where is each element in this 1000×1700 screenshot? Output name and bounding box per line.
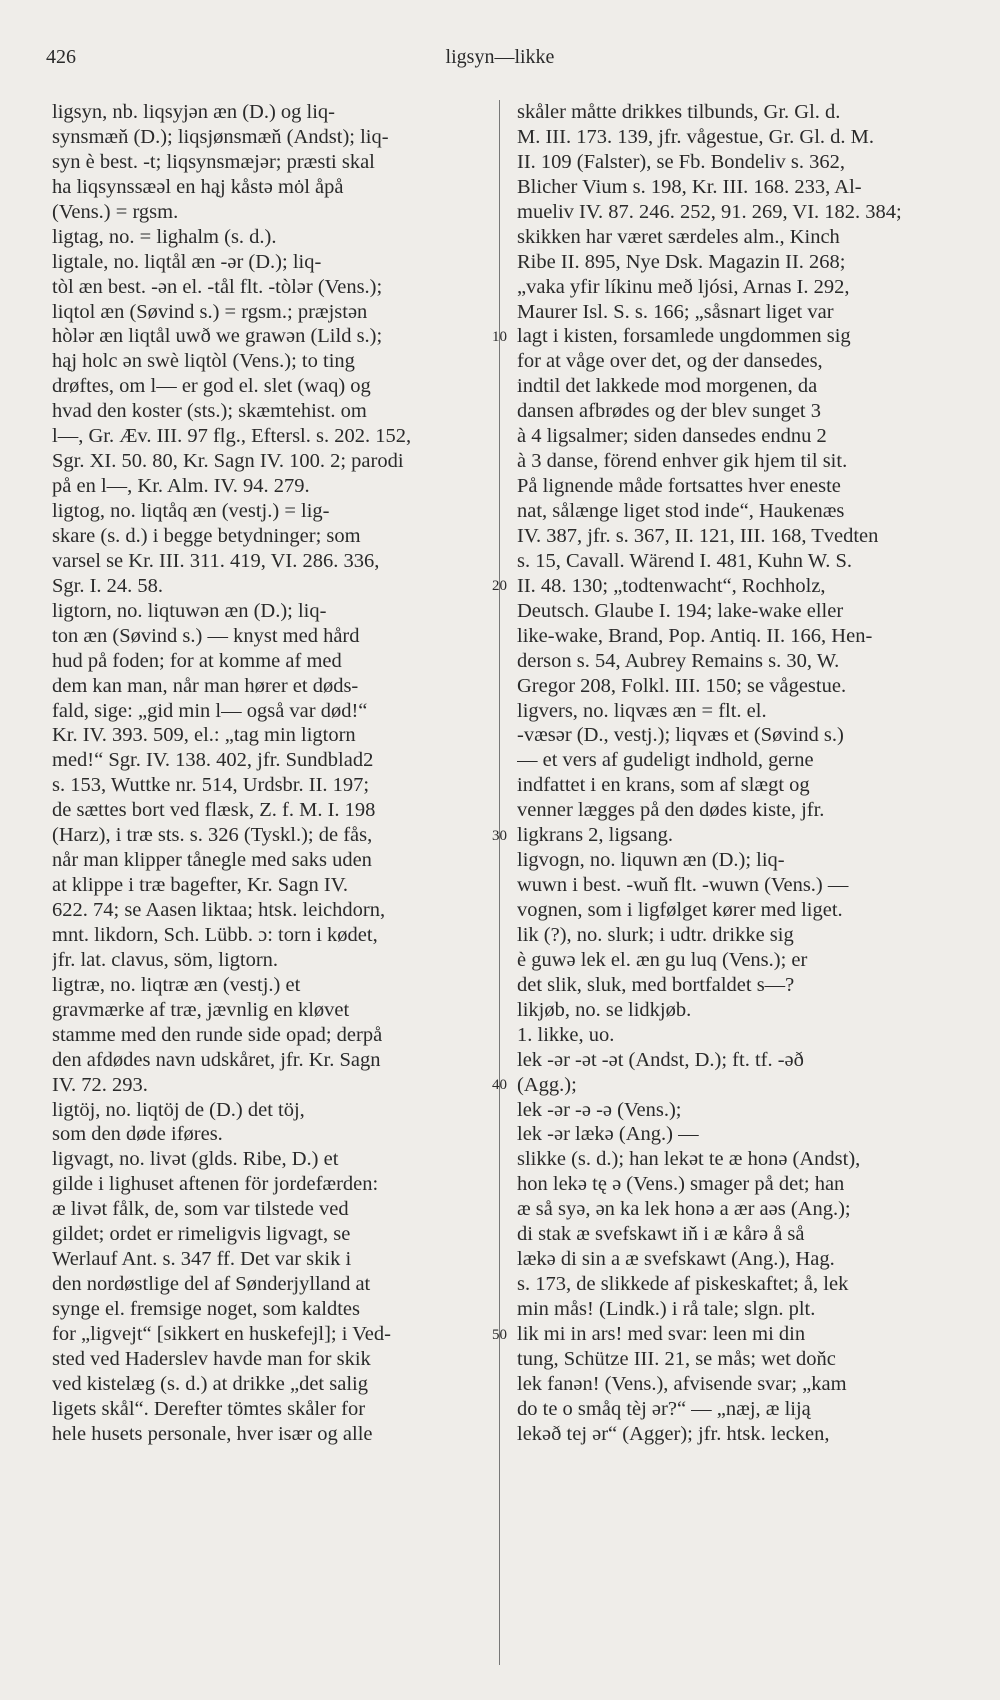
left-text-line: Sgr. XI. 50. 80, Kr. Sagn IV. 100. 2; parodi bbox=[52, 450, 404, 473]
left-text-line: på en l—, Kr. Alm. IV. 94. 279. bbox=[52, 475, 310, 498]
left-text-line: fald, sige: „gid min l— også var død!“ bbox=[52, 699, 368, 722]
left-text-line: ligets skål“. Derefter tömtes skåler for bbox=[52, 1397, 366, 1420]
left-text-line: (Vens.) = rgsm. bbox=[52, 200, 179, 223]
left-text-line: som den døde iføres. bbox=[52, 1123, 223, 1146]
left-text-line: ligsyn, nb. liqsyjən æn (D.) og liq- bbox=[52, 101, 336, 123]
right-text-line: venner lægges på den dødes kiste, jfr. bbox=[517, 799, 825, 822]
left-text-line: hud på foden; for at komme af med bbox=[52, 649, 342, 672]
right-text-line: lek -ər -ət -ət (Andst, D.); ft. tf. -əð bbox=[517, 1048, 804, 1071]
left-text-line: æ livət fålk, de, som var tilstede ved bbox=[52, 1198, 349, 1221]
left-text-line: når man klipper tånegle med saks uden bbox=[52, 849, 372, 872]
left-text-line: synge el. fremsige noget, som kaldtes bbox=[52, 1298, 361, 1320]
left-text-line: syn è best. -t; liqsynsmæjər; præsti skal bbox=[52, 150, 375, 173]
right-text-line: Maurer Isl. S. s. 166; „såsnart liget var bbox=[517, 300, 834, 323]
right-text-line: hon lekə tę ə (Vens.) smager på det; han bbox=[517, 1173, 845, 1196]
left-text-line: at klippe i træ bagefter, Kr. Sagn IV. bbox=[52, 874, 348, 897]
right-text-line: likjøb, no. se lidkjøb. bbox=[517, 998, 692, 1021]
left-text-line: gildet; ordet er rimeligvis ligvagt, se bbox=[52, 1223, 351, 1246]
left-text-line: drøftes, om l— er god el. slet (waq) og bbox=[52, 375, 371, 398]
left-text-line: ligvagt, no. livət (glds. Ribe, D.) et bbox=[52, 1148, 339, 1171]
left-text-line: Kr. IV. 393. 509, el.: „tag min ligtorn bbox=[52, 724, 356, 747]
right-text-line: lek -ər lækə (Ang.) — bbox=[517, 1123, 699, 1146]
right-text-line: ligvers, no. liqvæs æn = flt. el. bbox=[517, 699, 767, 722]
right-text-line: è guwə lek el. æn gu luq (Vens.); er bbox=[517, 948, 808, 971]
left-text-line: den nordøstlige del af Sønderjylland at bbox=[52, 1273, 371, 1296]
left-text-line: tòl æn best. -ən el. -tål flt. -tòlər (Vens.); bbox=[52, 275, 383, 298]
right-text-line: På lignende måde fortsattes hver eneste bbox=[517, 475, 841, 498]
right-text-line: Deutsch. Glaube I. 194; lake-wake eller bbox=[517, 599, 844, 622]
left-text-line: de sættes bort ved flæsk, Z. f. M. I. 198 bbox=[52, 799, 376, 822]
right-text-line: dansen afbrødes og der blev sunget 3 bbox=[517, 400, 821, 423]
left-text-line: ligtale, no. liqtål æn -ər (D.); liq- bbox=[52, 250, 322, 273]
right-text-line: do te o småq tèj ər?“ — „næj, æ liją bbox=[517, 1397, 811, 1420]
right-text-line: Ribe II. 895, Nye Dsk. Magazin II. 268; bbox=[517, 250, 846, 273]
right-text-line: Blicher Vium s. 198, Kr. III. 168. 233, Al- bbox=[517, 175, 862, 198]
left-text-line: ligtog, no. liqtåq æn (vestj.) = lig- bbox=[52, 500, 330, 522]
right-text-line: wuwn i best. -wuň flt. -wuwn (Vens.) — bbox=[517, 874, 849, 897]
right-text-line: „vaka yfir líkinu með ljósi, Arnas I. 292, bbox=[517, 275, 850, 298]
right-text-line: -væsər (D., vestj.); liqvæs et (Søvind s.) bbox=[517, 724, 844, 747]
margin-line-number: 50 bbox=[492, 1326, 507, 1343]
right-text-line: skikken har været særdeles alm., Kinch bbox=[517, 225, 840, 248]
right-text-line: lagt i kisten, forsamlede ungdommen sig bbox=[517, 325, 851, 348]
right-text-line: IV. 387, jfr. s. 367, II. 121, III. 168, Tvedten bbox=[517, 524, 879, 547]
right-text-line: tung, Schütze III. 21, se mås; wet doňc bbox=[517, 1347, 836, 1370]
right-text-line: à 4 ligsalmer; siden dansedes endnu 2 bbox=[517, 425, 827, 448]
left-text-line: Sgr. I. 24. 58. bbox=[52, 574, 164, 597]
right-text-line: lek -ər -ə -ə (Vens.); bbox=[517, 1098, 682, 1121]
right-text-line: lek fanən! (Vens.), afvisende svar; „kam bbox=[517, 1372, 847, 1395]
right-text-line: lekəð tej ər“ (Agger); jfr. htsk. lecken, bbox=[517, 1422, 830, 1445]
right-text-line: s. 15, Cavall. Wärend I. 481, Kuhn W. S. bbox=[517, 549, 852, 572]
left-text-line: ved kistelæg (s. d.) at drikke „det salig bbox=[52, 1372, 368, 1395]
right-text-line: à 3 danse, förend enhver gik hjem til sit. bbox=[517, 450, 848, 473]
right-text-line: vognen, som i ligfølget kører med liget. bbox=[517, 899, 843, 921]
left-text-line: skare (s. d.) i begge betydninger; som bbox=[52, 524, 361, 547]
right-text-line: (Agg.); bbox=[517, 1073, 577, 1096]
right-text-line: ligvogn, no. liquwn æn (D.); liq- bbox=[517, 849, 785, 872]
left-text-line: l—, Gr. Æv. III. 97 flg., Eftersl. s. 202. 152, bbox=[52, 425, 412, 448]
left-text-line: ton æn (Søvind s.) — knyst med hård bbox=[52, 624, 360, 647]
right-text-line: nat, sålænge liget stod inde“, Haukenæs bbox=[517, 500, 845, 522]
left-text-line: dem kan man, når man hører et døds- bbox=[52, 674, 359, 697]
left-text-line: med!“ Sgr. IV. 138. 402, jfr. Sundblad2 bbox=[52, 749, 374, 772]
right-text-line: II. 48. 130; „todtenwacht“, Rochholz, bbox=[517, 574, 826, 597]
right-text-line: det slik, sluk, med bortfaldet s—? bbox=[517, 973, 795, 996]
right-text-line: indfattet i en krans, som af slægt og bbox=[517, 774, 810, 797]
left-text-line: mnt. likdorn, Sch. Lübb. ɔ: torn i kødet, bbox=[52, 923, 378, 946]
margin-line-number: 10 bbox=[492, 328, 507, 345]
left-text-line: (Harz), i træ sts. s. 326 (Tyskl.); de fås, bbox=[52, 824, 373, 847]
left-text-line: ligtag, no. = lighalm (s. d.). bbox=[52, 225, 277, 248]
left-text-line: 622. 74; se Aasen liktaa; htsk. leichdorn, bbox=[52, 899, 386, 921]
left-text-line: s. 153, Wuttke nr. 514, Urdsbr. II. 197; bbox=[52, 774, 370, 797]
left-text-line: varsel se Kr. III. 311. 419, VI. 286. 336, bbox=[52, 549, 380, 572]
right-text-line: æ så syə, ən ka lek honə a ær aəs (Ang.); bbox=[517, 1198, 851, 1221]
right-text-line: skåler måtte drikkes tilbunds, Gr. Gl. d. bbox=[517, 101, 841, 123]
left-text-line: synsmæň (D.); liqsjønsmæň (Andst); liq- bbox=[52, 125, 389, 148]
left-text-line: Werlauf Ant. s. 347 ff. Det var skik i bbox=[52, 1248, 352, 1271]
left-text-line: hòlər æn liqtål uwð we grawən (Lild s.); bbox=[52, 325, 383, 348]
right-text-line: min mås! (Lindk.) i rå tale; slgn. plt. bbox=[517, 1298, 816, 1320]
left-text-line: ligtöj, no. liqtöj de (D.) det töj, bbox=[52, 1098, 305, 1121]
right-text-line: lik mi in ars! med svar: leen mi din bbox=[517, 1322, 806, 1345]
margin-line-number: 20 bbox=[492, 578, 507, 595]
right-text-line: di stak æ svefskawt iň i æ kårə å så bbox=[517, 1223, 805, 1246]
left-text-line: ligtorn, no. liqtuwən æn (D.); liq- bbox=[52, 599, 327, 622]
right-text-line: M. III. 173. 139, jfr. vågestue, Gr. Gl. d. M. bbox=[517, 125, 874, 148]
right-text-line: II. 109 (Falster), se Fb. Bondeliv s. 362, bbox=[517, 150, 845, 173]
right-text-line: lik (?), no. slurk; i udtr. drikke sig bbox=[517, 923, 794, 946]
right-text-line: ligkrans 2, ligsang. bbox=[517, 824, 674, 847]
left-text-line: sted ved Haderslev havde man for skik bbox=[52, 1347, 371, 1370]
left-text-line: liqtol æn (Søvind s.) = rgsm.; præjstən bbox=[52, 300, 368, 323]
right-text-line: like-wake, Brand, Pop. Antiq. II. 166, Hen- bbox=[517, 624, 873, 647]
right-text-line: mueliv IV. 87. 246. 252, 91. 269, VI. 182. 384; bbox=[517, 200, 902, 223]
right-text-line: 1. likke, uo. bbox=[517, 1023, 615, 1046]
left-text-line: jfr. lat. clavus, söm, ligtorn. bbox=[52, 948, 279, 971]
left-text-line: hvad den koster (sts.); skæmtehist. om bbox=[52, 400, 367, 423]
right-text-line: indtil det lakkede mod morgenen, da bbox=[517, 375, 818, 398]
right-text-line: derson s. 54, Aubrey Remains s. 30, W. bbox=[517, 649, 840, 672]
right-text-line: Gregor 208, Folkl. III. 150; se vågestue. bbox=[517, 674, 847, 697]
left-text-line: ha liqsynssæəl en hąj kåstə mȯl åpå bbox=[52, 175, 344, 198]
left-text-line: den afdødes navn udskåret, jfr. Kr. Sagn bbox=[52, 1048, 381, 1071]
left-text-line: gilde i lighuset aftenen för jordefærden: bbox=[52, 1173, 379, 1196]
right-text-line: slikke (s. d.); han lekət te æ honə (Andst), bbox=[517, 1148, 861, 1171]
left-text-line: gravmærke af træ, jævnlig en kløvet bbox=[52, 998, 350, 1021]
left-text-line: IV. 72. 293. bbox=[52, 1073, 148, 1096]
left-text-line: for „ligvejt“ [sikkert en huskefejl]; i Ved- bbox=[52, 1322, 391, 1345]
margin-line-number: 40 bbox=[492, 1077, 507, 1094]
right-text-line: lækə di sin a æ svefskawt (Ang.), Hag. bbox=[517, 1248, 835, 1271]
right-text-line: s. 173, de slikkede af piskeskaftet; å, lek bbox=[517, 1273, 849, 1296]
left-text-line: ligtræ, no. liqtræ æn (vestj.) et bbox=[52, 973, 301, 996]
right-text-line: — et vers af gudeligt indhold, gerne bbox=[517, 749, 814, 772]
right-column bbox=[517, 100, 957, 1447]
left-column bbox=[52, 100, 490, 1447]
running-title: ligsyn—likke bbox=[445, 46, 555, 68]
margin-line-number: 30 bbox=[492, 827, 507, 844]
right-text-line: for at våge over det, og der dansedes, bbox=[517, 350, 823, 373]
page-number: 426 bbox=[46, 46, 76, 68]
left-text-line: hąj holc ən swè liqtòl (Vens.); to ting bbox=[52, 350, 355, 373]
left-text-line: stamme med den runde side opad; derpå bbox=[52, 1023, 383, 1046]
left-text-line: hele husets personale, hver især og alle bbox=[52, 1422, 373, 1445]
